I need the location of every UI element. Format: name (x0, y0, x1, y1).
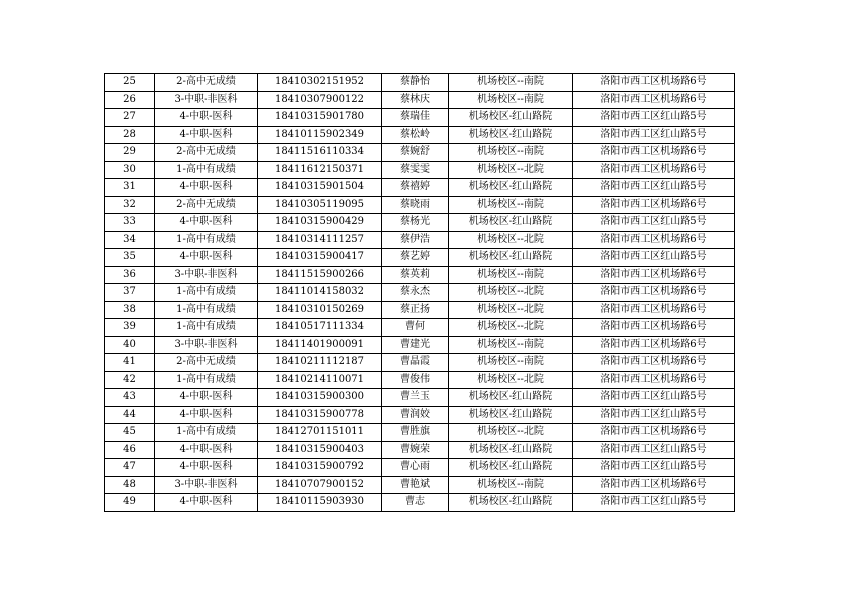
category-cell: 4-中职-医科 (155, 109, 258, 127)
row-number-cell: 49 (105, 494, 155, 512)
exam-id-cell: 18410115902349 (258, 126, 382, 144)
exam-id-cell: 18411612150371 (258, 161, 382, 179)
address-cell: 洛阳市西工区红山路5号 (573, 249, 735, 267)
address-cell: 洛阳市西工区红山路5号 (573, 389, 735, 407)
campus-cell: 机场校区--南院 (449, 336, 573, 354)
student-name-cell: 蔡禧婷 (382, 179, 449, 197)
address-cell: 洛阳市西工区机场路6号 (573, 476, 735, 494)
exam-id-cell: 18410315900778 (258, 406, 382, 424)
student-name-cell: 蔡艺婷 (382, 249, 449, 267)
row-number-cell: 30 (105, 161, 155, 179)
exam-id-cell: 18410307900122 (258, 91, 382, 109)
address-cell: 洛阳市西工区红山路5号 (573, 109, 735, 127)
row-number-cell: 43 (105, 389, 155, 407)
exam-id-cell: 18410214110071 (258, 371, 382, 389)
table-row (105, 126, 735, 144)
category-cell: 4-中职-医科 (155, 179, 258, 197)
table-row (105, 161, 735, 179)
student-name-cell: 蔡伊浩 (382, 231, 449, 249)
campus-cell: 机场校区--南院 (449, 196, 573, 214)
address-cell: 洛阳市西工区机场路6号 (573, 319, 735, 337)
row-number-cell: 46 (105, 441, 155, 459)
category-cell: 4-中职-医科 (155, 406, 258, 424)
row-number-cell: 40 (105, 336, 155, 354)
student-name-cell: 曹兰玉 (382, 389, 449, 407)
category-cell: 4-中职-医科 (155, 441, 258, 459)
campus-cell: 机场校区--北院 (449, 424, 573, 442)
category-cell: 1-高中有成绩 (155, 424, 258, 442)
campus-cell: 机场校区-红山路院 (449, 109, 573, 127)
address-cell: 洛阳市西工区红山路5号 (573, 494, 735, 512)
campus-cell: 机场校区-红山路院 (449, 459, 573, 477)
category-cell: 1-高中有成绩 (155, 161, 258, 179)
exam-id-cell: 18410314111257 (258, 231, 382, 249)
table-row (105, 284, 735, 302)
campus-cell: 机场校区-红山路院 (449, 406, 573, 424)
campus-cell: 机场校区-红山路院 (449, 389, 573, 407)
row-number-cell: 47 (105, 459, 155, 477)
address-cell: 洛阳市西工区红山路5号 (573, 126, 735, 144)
row-number-cell: 37 (105, 284, 155, 302)
table-row (105, 494, 735, 512)
table-row (105, 249, 735, 267)
student-name-cell: 蔡静怡 (382, 74, 449, 92)
address-cell: 洛阳市西工区机场路6号 (573, 424, 735, 442)
category-cell: 4-中职-医科 (155, 459, 258, 477)
row-number-cell: 41 (105, 354, 155, 372)
address-cell: 洛阳市西工区机场路6号 (573, 196, 735, 214)
category-cell: 4-中职-医科 (155, 249, 258, 267)
category-cell: 1-高中有成绩 (155, 319, 258, 337)
exam-id-cell: 18410315900403 (258, 441, 382, 459)
address-cell: 洛阳市西工区机场路6号 (573, 301, 735, 319)
student-name-cell: 曹建光 (382, 336, 449, 354)
row-number-cell: 42 (105, 371, 155, 389)
address-cell: 洛阳市西工区机场路6号 (573, 231, 735, 249)
address-cell: 洛阳市西工区机场路6号 (573, 91, 735, 109)
row-number-cell: 45 (105, 424, 155, 442)
campus-cell: 机场校区--南院 (449, 476, 573, 494)
address-cell: 洛阳市西工区红山路5号 (573, 441, 735, 459)
student-roster-table (104, 73, 735, 512)
campus-cell: 机场校区--南院 (449, 144, 573, 162)
category-cell: 4-中职-医科 (155, 214, 258, 232)
table-row (105, 214, 735, 232)
student-name-cell: 曹何 (382, 319, 449, 337)
exam-id-cell: 18410211112187 (258, 354, 382, 372)
student-name-cell: 蔡晓雨 (382, 196, 449, 214)
table-row (105, 459, 735, 477)
category-cell: 2-高中无成绩 (155, 144, 258, 162)
table-row (105, 406, 735, 424)
row-number-cell: 25 (105, 74, 155, 92)
exam-id-cell: 18410302151952 (258, 74, 382, 92)
student-name-cell: 曹胜旗 (382, 424, 449, 442)
category-cell: 3-中职-非医科 (155, 266, 258, 284)
category-cell: 4-中职-医科 (155, 494, 258, 512)
student-name-cell: 曹晶霞 (382, 354, 449, 372)
exam-id-cell: 18410115903930 (258, 494, 382, 512)
address-cell: 洛阳市西工区机场路6号 (573, 161, 735, 179)
campus-cell: 机场校区-红山路院 (449, 214, 573, 232)
category-cell: 3-中职-非医科 (155, 336, 258, 354)
exam-id-cell: 18410517111334 (258, 319, 382, 337)
table-row (105, 231, 735, 249)
table-row (105, 476, 735, 494)
address-cell: 洛阳市西工区机场路6号 (573, 336, 735, 354)
table-row (105, 109, 735, 127)
address-cell: 洛阳市西工区红山路5号 (573, 179, 735, 197)
exam-id-cell: 18411516110334 (258, 144, 382, 162)
student-name-cell: 蔡林庆 (382, 91, 449, 109)
address-cell: 洛阳市西工区红山路5号 (573, 214, 735, 232)
category-cell: 2-高中无成绩 (155, 74, 258, 92)
student-name-cell: 蔡正扬 (382, 301, 449, 319)
row-number-cell: 27 (105, 109, 155, 127)
category-cell: 1-高中有成绩 (155, 371, 258, 389)
address-cell: 洛阳市西工区红山路5号 (573, 459, 735, 477)
campus-cell: 机场校区--南院 (449, 91, 573, 109)
table-row (105, 179, 735, 197)
exam-id-cell: 18410315901504 (258, 179, 382, 197)
exam-id-cell: 18410315900792 (258, 459, 382, 477)
table-row (105, 424, 735, 442)
row-number-cell: 31 (105, 179, 155, 197)
row-number-cell: 39 (105, 319, 155, 337)
exam-id-cell: 18411515900266 (258, 266, 382, 284)
student-name-cell: 蔡婉舒 (382, 144, 449, 162)
exam-id-cell: 18410310150269 (258, 301, 382, 319)
exam-id-cell: 18411014158032 (258, 284, 382, 302)
exam-id-cell: 18410315901780 (258, 109, 382, 127)
row-number-cell: 48 (105, 476, 155, 494)
student-name-cell: 蔡永杰 (382, 284, 449, 302)
student-name-cell: 蔡松岭 (382, 126, 449, 144)
exam-id-cell: 18412701151011 (258, 424, 382, 442)
category-cell: 4-中职-医科 (155, 126, 258, 144)
table-body (105, 74, 735, 512)
row-number-cell: 44 (105, 406, 155, 424)
address-cell: 洛阳市西工区机场路6号 (573, 144, 735, 162)
category-cell: 2-高中无成绩 (155, 196, 258, 214)
campus-cell: 机场校区--北院 (449, 371, 573, 389)
table-row (105, 336, 735, 354)
student-name-cell: 蔡雯雯 (382, 161, 449, 179)
campus-cell: 机场校区-红山路院 (449, 179, 573, 197)
table-row (105, 196, 735, 214)
campus-cell: 机场校区--北院 (449, 301, 573, 319)
table-row (105, 441, 735, 459)
row-number-cell: 32 (105, 196, 155, 214)
campus-cell: 机场校区--北院 (449, 231, 573, 249)
row-number-cell: 26 (105, 91, 155, 109)
student-name-cell: 曹志 (382, 494, 449, 512)
campus-cell: 机场校区-红山路院 (449, 249, 573, 267)
student-name-cell: 曹润姣 (382, 406, 449, 424)
table-row (105, 91, 735, 109)
category-cell: 3-中职-非医科 (155, 476, 258, 494)
address-cell: 洛阳市西工区机场路6号 (573, 266, 735, 284)
table-row (105, 371, 735, 389)
exam-id-cell: 18411401900091 (258, 336, 382, 354)
category-cell: 1-高中有成绩 (155, 284, 258, 302)
exam-id-cell: 18410315900417 (258, 249, 382, 267)
table-row (105, 354, 735, 372)
table-row (105, 301, 735, 319)
student-name-cell: 曹婉荣 (382, 441, 449, 459)
student-name-cell: 蔡瑞佳 (382, 109, 449, 127)
campus-cell: 机场校区--南院 (449, 74, 573, 92)
table-row (105, 144, 735, 162)
table-row (105, 266, 735, 284)
campus-cell: 机场校区-红山路院 (449, 126, 573, 144)
campus-cell: 机场校区--南院 (449, 266, 573, 284)
exam-id-cell: 18410707900152 (258, 476, 382, 494)
category-cell: 1-高中有成绩 (155, 231, 258, 249)
row-number-cell: 29 (105, 144, 155, 162)
campus-cell: 机场校区--北院 (449, 161, 573, 179)
exam-id-cell: 18410315900429 (258, 214, 382, 232)
category-cell: 3-中职-非医科 (155, 91, 258, 109)
table-row (105, 389, 735, 407)
row-number-cell: 36 (105, 266, 155, 284)
campus-cell: 机场校区--南院 (449, 354, 573, 372)
address-cell: 洛阳市西工区机场路6号 (573, 74, 735, 92)
exam-id-cell: 18410305119095 (258, 196, 382, 214)
row-number-cell: 34 (105, 231, 155, 249)
exam-id-cell: 18410315900300 (258, 389, 382, 407)
student-name-cell: 蔡英莉 (382, 266, 449, 284)
row-number-cell: 38 (105, 301, 155, 319)
campus-cell: 机场校区-红山路院 (449, 494, 573, 512)
address-cell: 洛阳市西工区红山路5号 (573, 406, 735, 424)
student-name-cell: 曹俊伟 (382, 371, 449, 389)
campus-cell: 机场校区--北院 (449, 284, 573, 302)
table-row (105, 319, 735, 337)
table-row (105, 74, 735, 92)
row-number-cell: 28 (105, 126, 155, 144)
student-name-cell: 蔡杨光 (382, 214, 449, 232)
address-cell: 洛阳市西工区机场路6号 (573, 354, 735, 372)
address-cell: 洛阳市西工区机场路6号 (573, 371, 735, 389)
student-name-cell: 曹心雨 (382, 459, 449, 477)
row-number-cell: 35 (105, 249, 155, 267)
category-cell: 1-高中有成绩 (155, 301, 258, 319)
campus-cell: 机场校区--北院 (449, 319, 573, 337)
campus-cell: 机场校区-红山路院 (449, 441, 573, 459)
row-number-cell: 33 (105, 214, 155, 232)
address-cell: 洛阳市西工区机场路6号 (573, 284, 735, 302)
category-cell: 4-中职-医科 (155, 389, 258, 407)
category-cell: 2-高中无成绩 (155, 354, 258, 372)
student-name-cell: 曹艳斌 (382, 476, 449, 494)
